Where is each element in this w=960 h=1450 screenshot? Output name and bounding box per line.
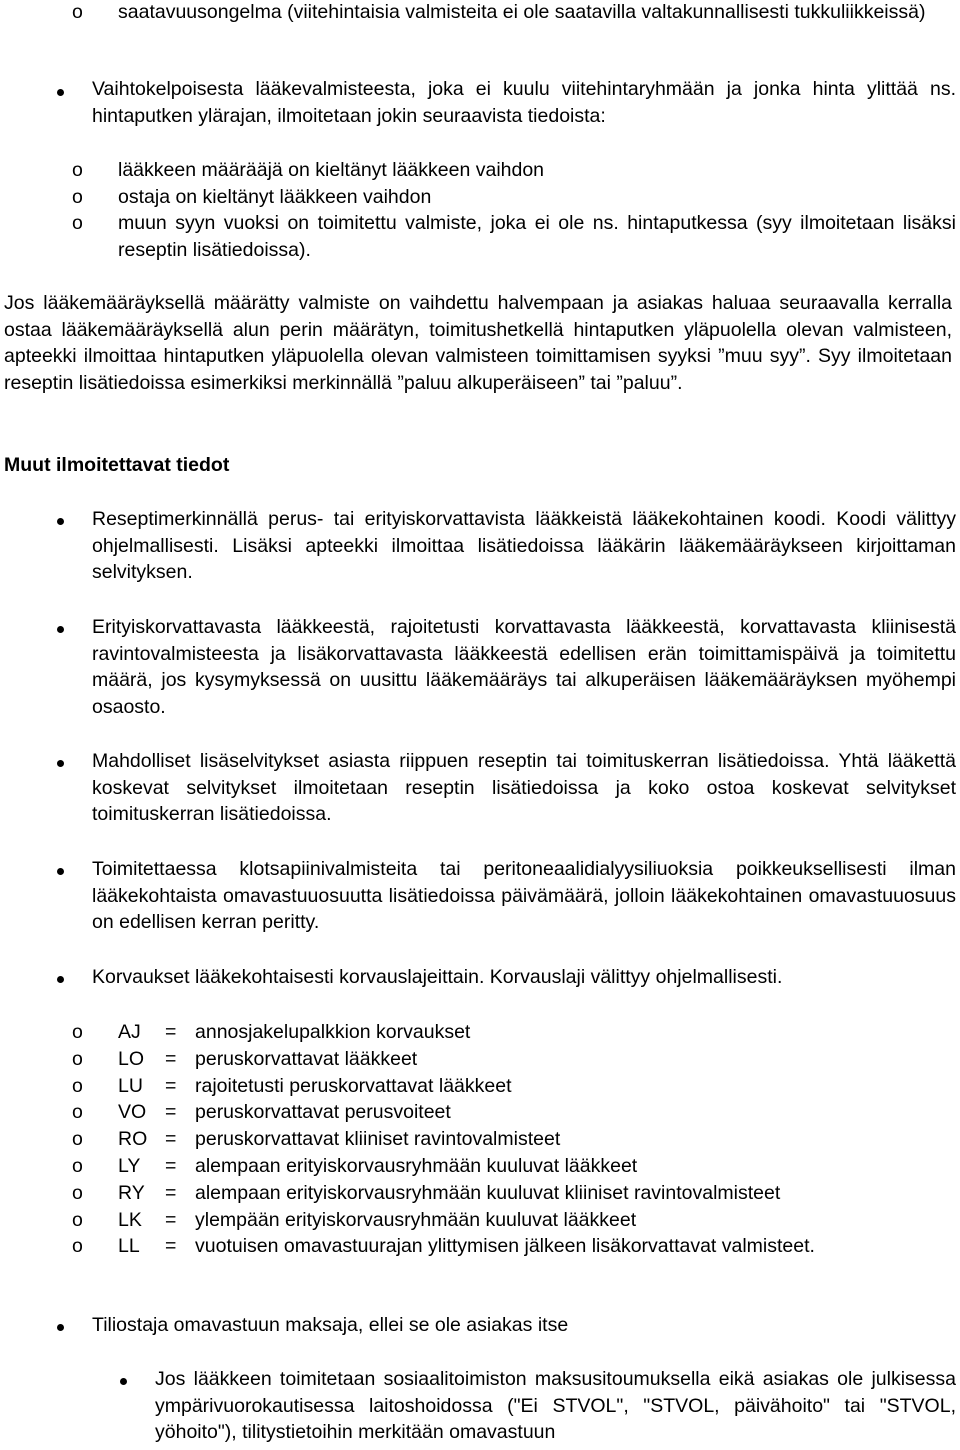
circle-bullet-icon: o: [72, 1155, 83, 1177]
bullet-item: Toimitettaessa klotsapiinivalmisteita tai peritoneaalidialyysiliuoksia poikkeuksellisesti ilman lääkekohtaista omavastuuosuutta lisätiedoissa päivämäärä, jolloin lääkekohtainen omavastuuosuus on edellisen kerran peritty.: [92, 858, 956, 934]
equals-sign: =: [165, 1235, 177, 1258]
bullet-item: Korvaukset lääkekohtaisesti korvauslajeittain. Korvauslaji välittyy ohjelmallisesti.: [92, 966, 783, 988]
paragraph-paluu: Jos lääkemääräyksellä määrätty valmiste on vaihdettu halvempaan ja asiakas haluaa seuraavalla kerralla ostaa lääkemääräyksellä alun perin määrätyn, toimitushetkellä hintaputken yläpuolella olevan valmisteen, apteekki ilmoittaa hintaputken yläpuolella olevan valmisteen toimittamisen syyksi ”muu syy”. Syy ilmoitetaan reseptin lisätiedoissa esimerkiksi merkinnällä ”paluu alkuperäiseen” tai ”paluu”.: [4, 292, 952, 394]
bullet-dot-icon: [57, 1324, 64, 1331]
circle-bullet-icon: o: [72, 212, 83, 234]
code-label: LO: [118, 1047, 145, 1070]
code-description: rajoitetusti peruskorvattavat lääkkeet: [195, 1074, 512, 1097]
circle-bullet-icon: o: [72, 186, 83, 208]
circle-bullet-icon: o: [72, 1181, 83, 1204]
bullet-item: Reseptimerkinnällä perus- tai erityiskorvattavista lääkkeistä lääkekohtainen koodi. Koodi välittyy ohjelmallisesti. Lisäksi apteekki ilmoittaa lisätiedoissa lääkärin lääkemääräykseen kirjoittaman selvityksen.: [92, 508, 956, 584]
sub-list-item: ostaja on kieltänyt lääkkeen vaihdon: [118, 186, 432, 208]
bullet-item: Erityiskorvattavasta lääkkeestä, rajoitetusti korvattavasta lääkkeestä, korvattavasta kliinisestä ravintovalmisteesta ja lisäkorvattavasta lääkkeestä edellisen erän toimittamispäivä ja toimitettu määrä, jos kysymyksessä on uusittu lääkemääräys tai alkuperäisen lääkemääräyksen myöhempi osaosto.: [92, 616, 956, 718]
circle-bullet-icon: o: [72, 1208, 83, 1231]
equals-sign: =: [165, 1021, 177, 1043]
equals-sign: =: [165, 1128, 177, 1151]
bullet-item-vaihtokelpoinen: Vaihtokelpoisesta lääkevalmisteesta, joka ei kuulu viitehintaryhmään ja jonka hinta ylittää ns. hintaputken ylärajan, ilmoitetaan jokin seuraavista tiedoista:: [92, 78, 956, 127]
equals-sign: =: [165, 1101, 177, 1124]
code-label: RO: [118, 1128, 148, 1151]
circle-bullet-icon: o: [72, 1, 83, 23]
equals-sign: =: [165, 1074, 177, 1097]
code-description: annosjakelupalkkion korvaukset: [195, 1021, 471, 1043]
code-description: peruskorvattavat lääkkeet: [195, 1047, 418, 1070]
code-description: alempaan erityiskorvausryhmään kuuluvat kliiniset ravintovalmisteet: [195, 1181, 781, 1204]
bullet-item: Mahdolliset lisäselvitykset asiasta riippuen reseptin tai toimituskerran lisätiedoissa. Yhtä lääkettä koskevat selvitykset ilmoitetaan reseptin lisätiedoissa ja koko ostoa koskevat selvitykset toimituskerran lisätiedoissa.: [92, 750, 956, 826]
bullet-dot-icon: [57, 89, 64, 96]
bullet-item-tiliostaja: Tiliostaja omavastuun maksaja, ellei se ole asiakas itse: [92, 1314, 569, 1336]
equals-sign: =: [165, 1208, 177, 1231]
bullet-dot-icon: [57, 518, 64, 525]
code-description: vuotuisen omavastuurajan ylittymisen jälkeen lisäkorvattavat valmisteet.: [195, 1235, 815, 1258]
bullet-dot-icon: [57, 626, 64, 633]
code-description: peruskorvattavat perusvoiteet: [195, 1101, 451, 1124]
circle-bullet-icon: o: [72, 1047, 83, 1070]
code-label: LK: [118, 1208, 142, 1231]
code-label: VO: [118, 1101, 147, 1124]
equals-sign: =: [165, 1047, 177, 1070]
sub-list-item: lääkkeen määrääjä on kieltänyt lääkkeen vaihdon: [118, 159, 545, 181]
code-label: LL: [118, 1235, 140, 1258]
code-description: alempaan erityiskorvausryhmään kuuluvat lääkkeet: [195, 1155, 638, 1177]
sub-list-item: saatavuusongelma (viitehintaisia valmisteita ei ole saatavilla valtakunnallisesti tukkuliikkeissä): [118, 1, 926, 23]
circle-bullet-icon: o: [72, 1074, 83, 1097]
code-description: ylempään erityiskorvausryhmään kuuluvat lääkkeet: [195, 1208, 637, 1231]
code-description: peruskorvattavat kliiniset ravintovalmisteet: [195, 1128, 561, 1151]
code-label: RY: [118, 1181, 145, 1204]
circle-bullet-icon: o: [72, 159, 83, 181]
circle-bullet-icon: o: [72, 1021, 83, 1043]
code-label: LY: [118, 1155, 141, 1177]
sub-list-item: muun syyn vuoksi on toimitettu valmiste, joka ei ole ns. hintaputkessa (syy ilmoitetaan lisäksi reseptin lisätiedoissa).: [118, 212, 956, 261]
circle-bullet-icon: o: [72, 1128, 83, 1151]
bullet-dot-icon: [57, 868, 64, 875]
code-label: LU: [118, 1074, 143, 1097]
circle-bullet-icon: o: [72, 1235, 83, 1258]
circle-bullet-icon: o: [72, 1101, 83, 1124]
equals-sign: =: [165, 1181, 177, 1204]
bullet-dot-icon: [120, 1378, 127, 1385]
code-label: AJ: [118, 1021, 141, 1043]
bullet-dot-icon: [57, 976, 64, 983]
bullet-dot-icon: [57, 760, 64, 767]
sub-bullet-item: Jos lääkkeen toimitetaan sosiaalitoimiston maksusitoumuksella eikä asiakas ole julkisessa ympärivuorokautisessa laitoshoidossa ("Ei STVOL", "STVOL, päivähoito" tai "STVOL, yöhoito"), tilitystietoihin merkitään omavastuun: [155, 1368, 956, 1444]
section-heading: Muut ilmoitettavat tiedot: [4, 454, 230, 476]
equals-sign: =: [165, 1155, 177, 1177]
